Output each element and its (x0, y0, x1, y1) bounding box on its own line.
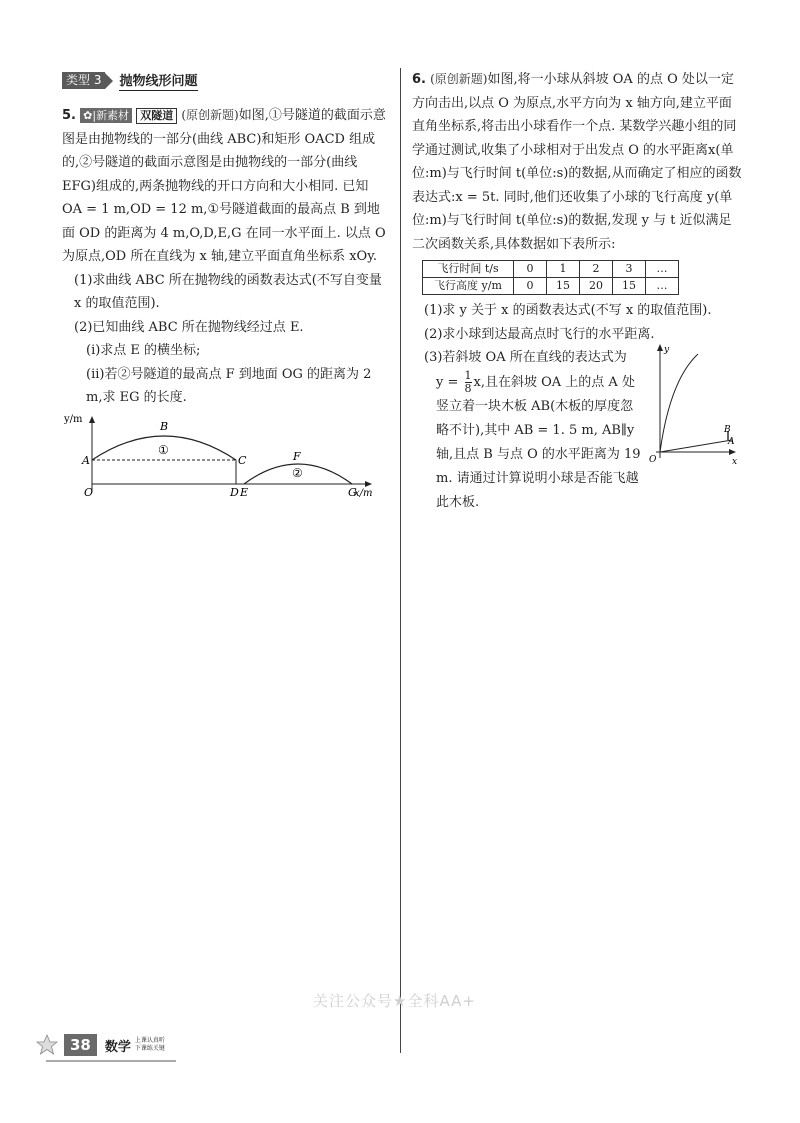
fraction-denominator: 8 (464, 381, 472, 395)
q6-part2: (2)求小球到达最高点时飞行的水平距离. (424, 326, 655, 342)
page-footer (36, 1034, 165, 1056)
q5-label-a: A (82, 453, 90, 467)
q5-label-g: G (348, 485, 357, 498)
table-cell: 2 (580, 261, 613, 278)
q5-y-arrow-icon (89, 416, 95, 423)
q5-ylabel: y/m (64, 413, 83, 425)
q5-label-d: D (230, 485, 239, 498)
section-arrow-icon (105, 73, 113, 89)
table-row-label: 飞行高度 y/m (423, 278, 514, 295)
q6-number: 6. (412, 72, 426, 87)
q6-stem (412, 68, 742, 256)
table-cell: 15 (547, 278, 580, 295)
footer-line (46, 1060, 176, 1062)
q5-figure (62, 414, 382, 498)
q5-label-c: C (238, 453, 247, 467)
q6-label-a: A (728, 437, 735, 447)
section-title: 抛物线形问题 (119, 70, 197, 91)
q5-label-1: ① (158, 442, 169, 457)
q5-label-b: B (160, 419, 169, 433)
q6-data-table (422, 260, 679, 295)
table-cell: … (646, 278, 679, 295)
table-cell: 1 (547, 261, 580, 278)
q5-x-arrow-icon (365, 481, 372, 487)
q6-stem-text: 如图,将一小球从斜坡 OA 的点 O 处以一定方向击出,以点 O 为原点,水平方向为 x 轴方向,建立平面直角坐标系,将击出小球看作一个点. 某数学兴趣小组的同学通过测试,收集了小球相对于出发点 O 的水平距离x(单位:m)与飞行时间 t(单位:s)的数据,从而确定了相应的函数表达式:x = 5t. 同时,他们还收集了小球的飞行高度 y(单位:m)与飞行时间 t(单位:s)的数据,发现 y 与 t 近似满足二次函数关系,具体数据如下表所示: (412, 72, 742, 252)
q5-part2-ii: (ii)若②号隧道的最高点 F 到地面 OG 的距离为 2 m,求 EG 的长度. (86, 366, 372, 405)
watermark: 关注公众号★全科AA+ (313, 992, 476, 1010)
q6-part3-body (412, 370, 644, 515)
q6-part3-block (412, 346, 742, 515)
q6-x-arrow-icon (729, 449, 736, 455)
question-6 (412, 68, 742, 515)
table-row (423, 278, 679, 295)
q5-stem-text: 如图,①号隧道的截面示意图是由抛物线的一部分(曲线 ABC)和矩形 OACD 组成的,②号隧道的截面示意图是由抛物线的一部分(曲线 EFG)组成的,两条抛物线的开口方向和大小相同. 已知 OA = 1 m,OD = 12 m,①号隧道截面的最高点 B 到地面 OD 的距离为 4 m,O,D,E,G 在同一水平面上. 以点 O 为原点,OD 所在直线为 x 轴,建立平面直角坐标系 xOy. (62, 108, 386, 264)
table-row-label: 飞行时间 t/s (423, 261, 514, 278)
q6-label-o: O (649, 455, 657, 465)
table-cell: 3 (613, 261, 646, 278)
q6-part3 (412, 346, 644, 515)
q6-part3-b: x,且在斜坡 OA 上的点 A 处竖立着一块木板 AB(木板的厚度忽略不计),其中 AB = 1. 5 m, AB∥y 轴,且点 B 与点 O 的水平距离为 19 m. 请通过计算说明小球是否能飞越此木板. (436, 374, 641, 510)
footer-slogan: 上课认真听 下课练关键 (134, 1037, 165, 1052)
q5-label-2: ② (292, 465, 303, 480)
q6-part3-y: y = (436, 374, 459, 390)
star-logo-icon (36, 1034, 58, 1056)
q5-label-e: E (240, 485, 249, 498)
q6-part3-a: (3)若斜坡 OA 所在直线的表达式为 (424, 350, 627, 365)
q5-label-o: O (84, 485, 94, 498)
q5-label-f: F (293, 449, 301, 463)
q6-label-x: x (732, 457, 738, 467)
topic-tag: 双隧道 (136, 108, 177, 124)
q6-figure (648, 340, 740, 468)
q6-source: (原创新题) (430, 72, 488, 86)
new-material-tag: ✿|新素材 (80, 108, 132, 123)
q6-label-b: B (724, 425, 731, 435)
q6-y-arrow-icon (657, 344, 663, 351)
column-divider (400, 68, 401, 1053)
section-type-tag: 类型 3 (62, 72, 105, 89)
table-cell: 20 (580, 278, 613, 295)
fraction-numerator: 1 (464, 368, 472, 382)
q5-number: 5. (62, 108, 76, 123)
table-cell: 0 (514, 278, 547, 295)
q5-part2: (2)已知曲线 ABC 所在抛物线经过点 E. (74, 319, 304, 335)
q6-ball-path (660, 354, 698, 452)
table-cell: 0 (514, 261, 547, 278)
table-cell: 15 (613, 278, 646, 295)
footer-subject: 数学 (104, 1039, 131, 1055)
q5-part2-i: (i)求点 E 的横坐标; (86, 343, 201, 358)
q5-part1: (1)求曲线 ABC 所在抛物线的函数表达式(不写自变量 x 的取值范围). (74, 272, 382, 311)
question-5 (62, 104, 390, 498)
table-row (423, 261, 679, 278)
q6-fraction (465, 370, 472, 395)
q5-xlabel: x/m (354, 487, 373, 498)
table-cell: … (646, 261, 679, 278)
q5-stem (62, 104, 390, 269)
q6-part1: (1)求 y 关于 x 的函数表达式(不写 x 的取值范围). (424, 303, 712, 318)
page-number: 38 (64, 1034, 97, 1056)
section-heading (62, 70, 198, 91)
q5-source: (原创新题) (181, 108, 239, 122)
q6-slope-oa (660, 440, 732, 452)
q6-label-y: y (664, 345, 670, 355)
